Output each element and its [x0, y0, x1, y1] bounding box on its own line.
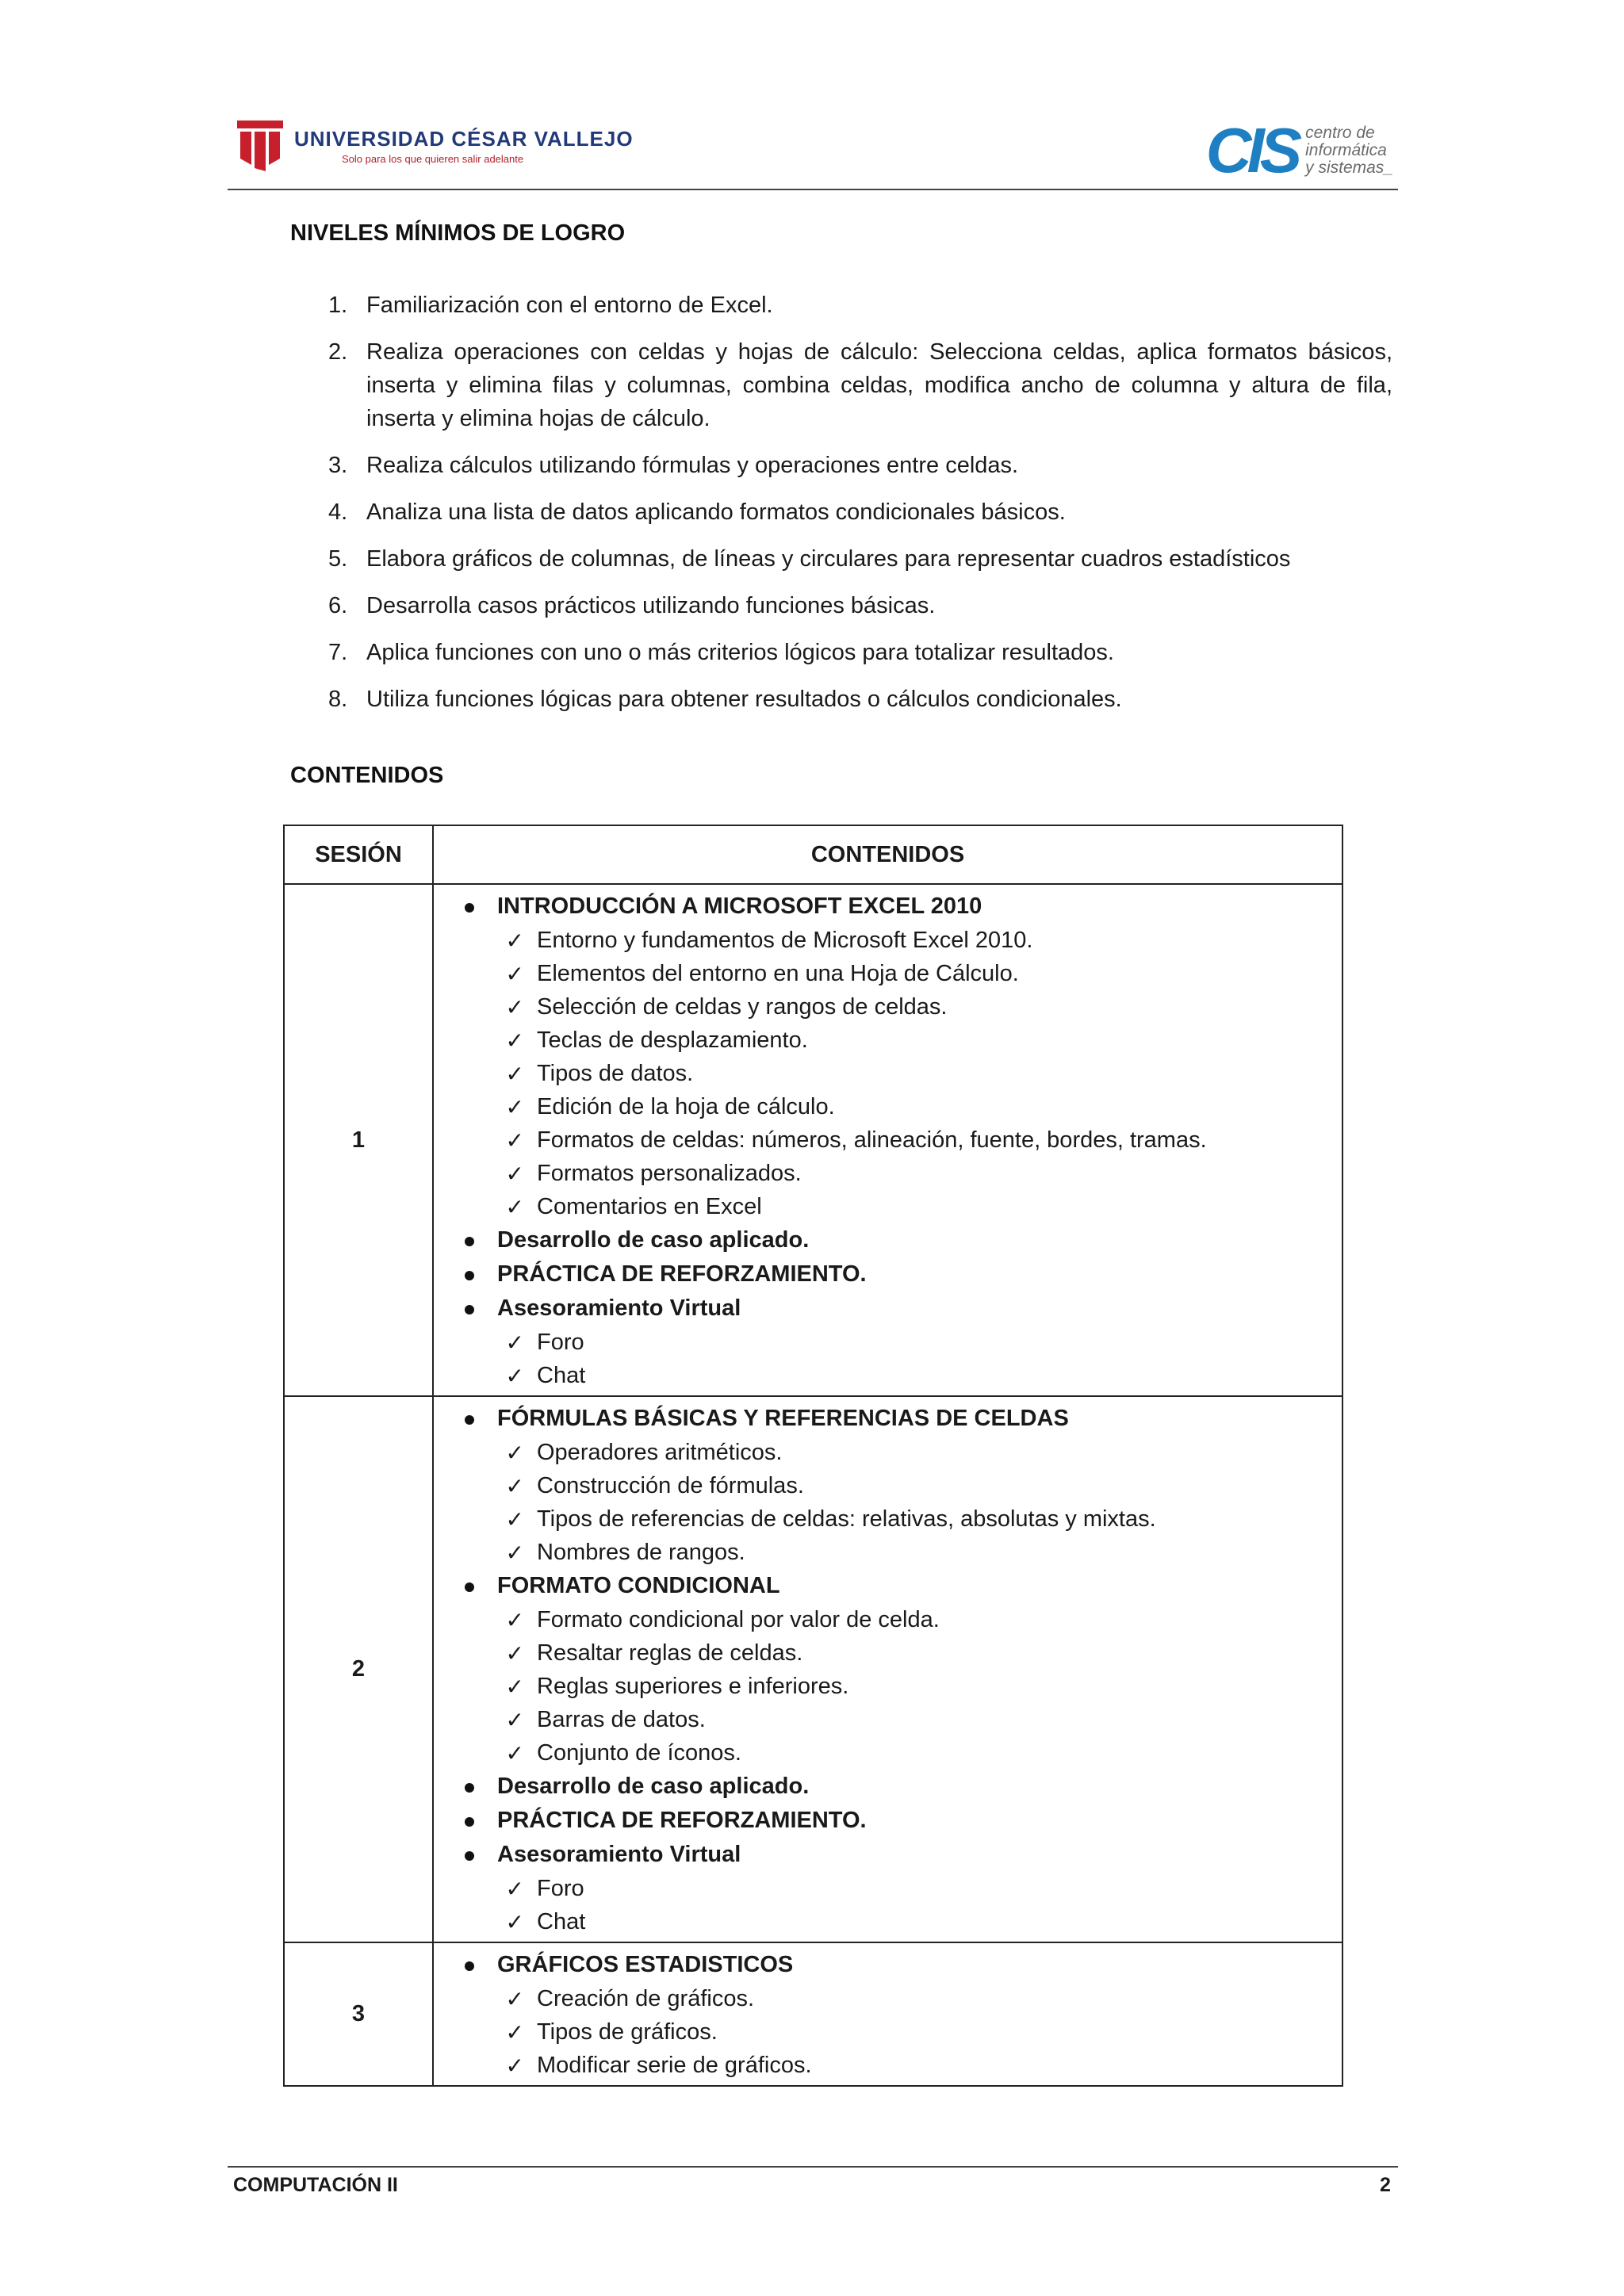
subtopic-item [434, 1982, 1342, 2015]
topic-item [434, 1223, 1342, 1257]
cis-caption-line: y sistemas_ [1305, 159, 1393, 178]
niveles-heading: NIVELES MÍNIMOS DE LOGRO [290, 220, 626, 246]
checkmark-icon: ✓ [505, 1363, 524, 1388]
contenidos-heading: CONTENIDOS [290, 763, 444, 788]
subtopic-item [434, 1090, 1342, 1123]
subtopic-text: Foro [537, 1875, 584, 1901]
list-item [328, 683, 1392, 716]
cis-caption-line: centro de [1305, 123, 1375, 142]
subtopic-item [434, 1469, 1342, 1502]
checkmark-icon: ✓ [505, 1876, 524, 1901]
checkmark-icon: ✓ [505, 1330, 524, 1355]
subtopic-text: Tipos de referencias de celdas: relativas, absolutas y mixtas. [537, 1506, 1156, 1532]
subtopic-item [434, 1703, 1342, 1736]
checkmark-icon: ✓ [505, 1986, 524, 2011]
list-item-number: 3. [328, 453, 348, 478]
subtopic-item [434, 924, 1342, 957]
subtopic-item [434, 1736, 1342, 1770]
subtopic-text: Reglas superiores e inferiores. [537, 1673, 849, 1699]
subtopic-text: Barras de datos. [537, 1706, 706, 1732]
session-contents [433, 1942, 1342, 2086]
bullet-icon [434, 1409, 488, 1429]
list-item-text: Familiarización con el entorno de Excel. [366, 293, 773, 318]
list-item-text: Realiza operaciones con celdas y hojas de cálculo: Selecciona celdas, aplica formatos básicos, inserta y elimina filas y columnas, combina celdas, modifica ancho de columna y altura de fila, inserta y elimina hojas de cálculo. [366, 339, 1392, 431]
checkmark-icon: ✓ [505, 961, 524, 986]
subtopic-item [434, 1670, 1342, 1703]
checkmark-icon: ✓ [505, 1674, 524, 1699]
checkmark-icon: ✓ [505, 1473, 524, 1498]
subtopic-item [434, 1536, 1342, 1569]
list-item [328, 289, 1392, 322]
checkmark-icon: ✓ [505, 1094, 524, 1119]
topic-item [434, 1804, 1342, 1838]
subtopic-text: Tipos de gráficos. [537, 2019, 718, 2045]
page-header [228, 111, 1398, 190]
bullet-icon [434, 1230, 488, 1251]
checkmark-icon: ✓ [505, 1506, 524, 1532]
subtopic-item [434, 1057, 1342, 1090]
subtopic-text: Chat [537, 1908, 586, 1934]
subtopic-text: Entorno y fundamentos de Microsoft Excel 2010. [537, 927, 1033, 953]
list-item-number: 1. [328, 293, 348, 318]
subtopic-item [434, 1905, 1342, 1938]
subtopic-item [434, 1024, 1342, 1057]
header-divider [228, 189, 1398, 190]
checkmark-icon: ✓ [505, 1540, 524, 1565]
subtopic-text: Formatos de celdas: números, alineación, fuente, bordes, tramas. [537, 1127, 1207, 1153]
subtopic-text: Formatos personalizados. [537, 1160, 802, 1186]
topic-item [434, 1569, 1342, 1603]
subtopic-text: Chat [537, 1362, 586, 1388]
table-row [284, 1396, 1342, 1942]
list-item-text: Utiliza funciones lógicas para obtener resultados o cálculos condicionales. [366, 687, 1122, 712]
topic-title: PRÁCTICA DE REFORZAMIENTO. [497, 1808, 867, 1833]
checkmark-icon: ✓ [505, 1707, 524, 1732]
goals-list [328, 289, 1392, 729]
contents-table [283, 825, 1343, 2087]
subtopic-text: Resaltar reglas de celdas. [537, 1640, 803, 1666]
subtopic-item [434, 1502, 1342, 1536]
subtopic-item [434, 1157, 1342, 1190]
topic-title: Desarrollo de caso aplicado. [497, 1774, 810, 1799]
list-item-number: 2. [328, 339, 348, 365]
checkmark-icon: ✓ [505, 1127, 524, 1153]
subtopic-text: Selección de celdas y rangos de celdas. [537, 993, 948, 1020]
subtopic-text: Conjunto de íconos. [537, 1739, 741, 1766]
list-item [328, 589, 1392, 622]
subtopic-item [434, 2049, 1342, 2082]
checkmark-icon: ✓ [505, 1194, 524, 1219]
subtopic-item [434, 990, 1342, 1024]
subtopic-text: Comentarios en Excel [537, 1193, 762, 1219]
list-item-text: Desarrolla casos prácticos utilizando funciones básicas. [366, 593, 936, 618]
checkmark-icon: ✓ [505, 994, 524, 1020]
bullet-icon [434, 1777, 488, 1797]
list-item [328, 449, 1392, 482]
table-header-row [284, 825, 1342, 884]
subtopic-text: Formato condicional por valor de celda. [537, 1606, 940, 1632]
bullet-icon [434, 1576, 488, 1597]
footer-course: COMPUTACIÓN II [233, 2174, 398, 2196]
subtopic-item [434, 1359, 1342, 1392]
ucv-logo [236, 117, 634, 174]
list-item [328, 496, 1392, 529]
page-number: 2 [1380, 2174, 1391, 2196]
session-contents [433, 1396, 1342, 1942]
topic-title: PRÁCTICA DE REFORZAMIENTO. [497, 1261, 867, 1287]
subtopic-item [434, 1190, 1342, 1223]
topic-item [434, 1838, 1342, 1872]
topic-title: Asesoramiento Virtual [497, 1295, 741, 1321]
list-item-number: 6. [328, 593, 348, 618]
subtopic-item [434, 1872, 1342, 1905]
cis-mark: CIS [1205, 115, 1298, 186]
subtopic-text: Elementos del entorno en una Hoja de Cálculo. [537, 960, 1019, 986]
checkmark-icon: ✓ [505, 2019, 524, 2045]
checkmark-icon: ✓ [505, 1061, 524, 1086]
topic-title: FORMATO CONDICIONAL [497, 1573, 780, 1598]
session-contents [433, 884, 1342, 1396]
bullet-icon [434, 1265, 488, 1285]
bullet-icon [434, 1299, 488, 1319]
subtopic-text: Tipos de datos. [537, 1060, 694, 1086]
subtopic-item [434, 1326, 1342, 1359]
session-number: 1 [284, 884, 433, 1396]
university-name: UNIVERSIDAD CÉSAR VALLEJO [294, 126, 634, 151]
topic-title: Asesoramiento Virtual [497, 1842, 741, 1867]
topic-item [434, 1402, 1342, 1436]
subtopic-text: Nombres de rangos. [537, 1539, 745, 1565]
checkmark-icon: ✓ [505, 1909, 524, 1934]
list-item-text: Aplica funciones con uno o más criterios lógicos para totalizar resultados. [366, 640, 1114, 665]
list-item-text: Elabora gráficos de columnas, de líneas y circulares para representar cuadros estadísticos [366, 546, 1291, 572]
checkmark-icon: ✓ [505, 1161, 524, 1186]
topic-item [434, 890, 1342, 924]
cis-caption [1305, 124, 1393, 177]
session-number: 3 [284, 1942, 433, 2086]
checkmark-icon: ✓ [505, 1027, 524, 1053]
topic-item [434, 1292, 1342, 1326]
checkmark-icon: ✓ [505, 1607, 524, 1632]
list-item-number: 4. [328, 499, 348, 525]
checkmark-icon: ✓ [505, 1740, 524, 1766]
topic-item [434, 1257, 1342, 1292]
column-header-contenidos: CONTENIDOS [433, 825, 1342, 884]
list-item-number: 5. [328, 546, 348, 572]
list-item-text: Analiza una lista de datos aplicando formatos condicionales básicos. [366, 499, 1066, 525]
cis-logo [1205, 115, 1393, 186]
university-slogan: Solo para los que quieren salir adelante [342, 152, 524, 165]
column-header-sesion: SESIÓN [284, 825, 433, 884]
subtopic-item [434, 1436, 1342, 1469]
subtopic-text: Edición de la hoja de cálculo. [537, 1093, 835, 1119]
bullet-icon [434, 1811, 488, 1831]
checkmark-icon: ✓ [505, 1640, 524, 1666]
topic-title: INTRODUCCIÓN A MICROSOFT EXCEL 2010 [497, 894, 982, 919]
list-item [328, 542, 1392, 576]
checkmark-icon: ✓ [505, 928, 524, 953]
subtopic-text: Teclas de desplazamiento. [537, 1027, 808, 1053]
checkmark-icon: ✓ [505, 1440, 524, 1465]
table-row [284, 884, 1342, 1396]
list-item-number: 7. [328, 640, 348, 665]
subtopic-text: Operadores aritméticos. [537, 1439, 783, 1465]
topic-title: GRÁFICOS ESTADISTICOS [497, 1952, 794, 1977]
list-item [328, 335, 1392, 435]
cis-caption-line: informática [1305, 140, 1387, 159]
list-item-number: 8. [328, 687, 348, 712]
subtopic-text: Foro [537, 1329, 584, 1355]
subtopic-text: Creación de gráficos. [537, 1985, 755, 2011]
session-number: 2 [284, 1396, 433, 1942]
subtopic-text: Construcción de fórmulas. [537, 1472, 804, 1498]
ucv-shield-icon [236, 117, 285, 174]
subtopic-text: Modificar serie de gráficos. [537, 2052, 812, 2078]
subtopic-item [434, 2015, 1342, 2049]
list-item [328, 636, 1392, 669]
bullet-icon [434, 897, 488, 917]
checkmark-icon: ✓ [505, 2053, 524, 2078]
bullet-icon [434, 1955, 488, 1976]
topic-title: FÓRMULAS BÁSICAS Y REFERENCIAS DE CELDAS [497, 1406, 1069, 1431]
table-row [284, 1942, 1342, 2086]
topic-item [434, 1770, 1342, 1804]
subtopic-item [434, 1636, 1342, 1670]
topic-title: Desarrollo de caso aplicado. [497, 1227, 810, 1253]
subtopic-item [434, 1603, 1342, 1636]
subtopic-item [434, 1123, 1342, 1157]
subtopic-item [434, 957, 1342, 990]
bullet-icon [434, 1845, 488, 1866]
footer-divider [228, 2166, 1398, 2168]
topic-item [434, 1948, 1342, 1982]
list-item-text: Realiza cálculos utilizando fórmulas y operaciones entre celdas. [366, 453, 1019, 478]
